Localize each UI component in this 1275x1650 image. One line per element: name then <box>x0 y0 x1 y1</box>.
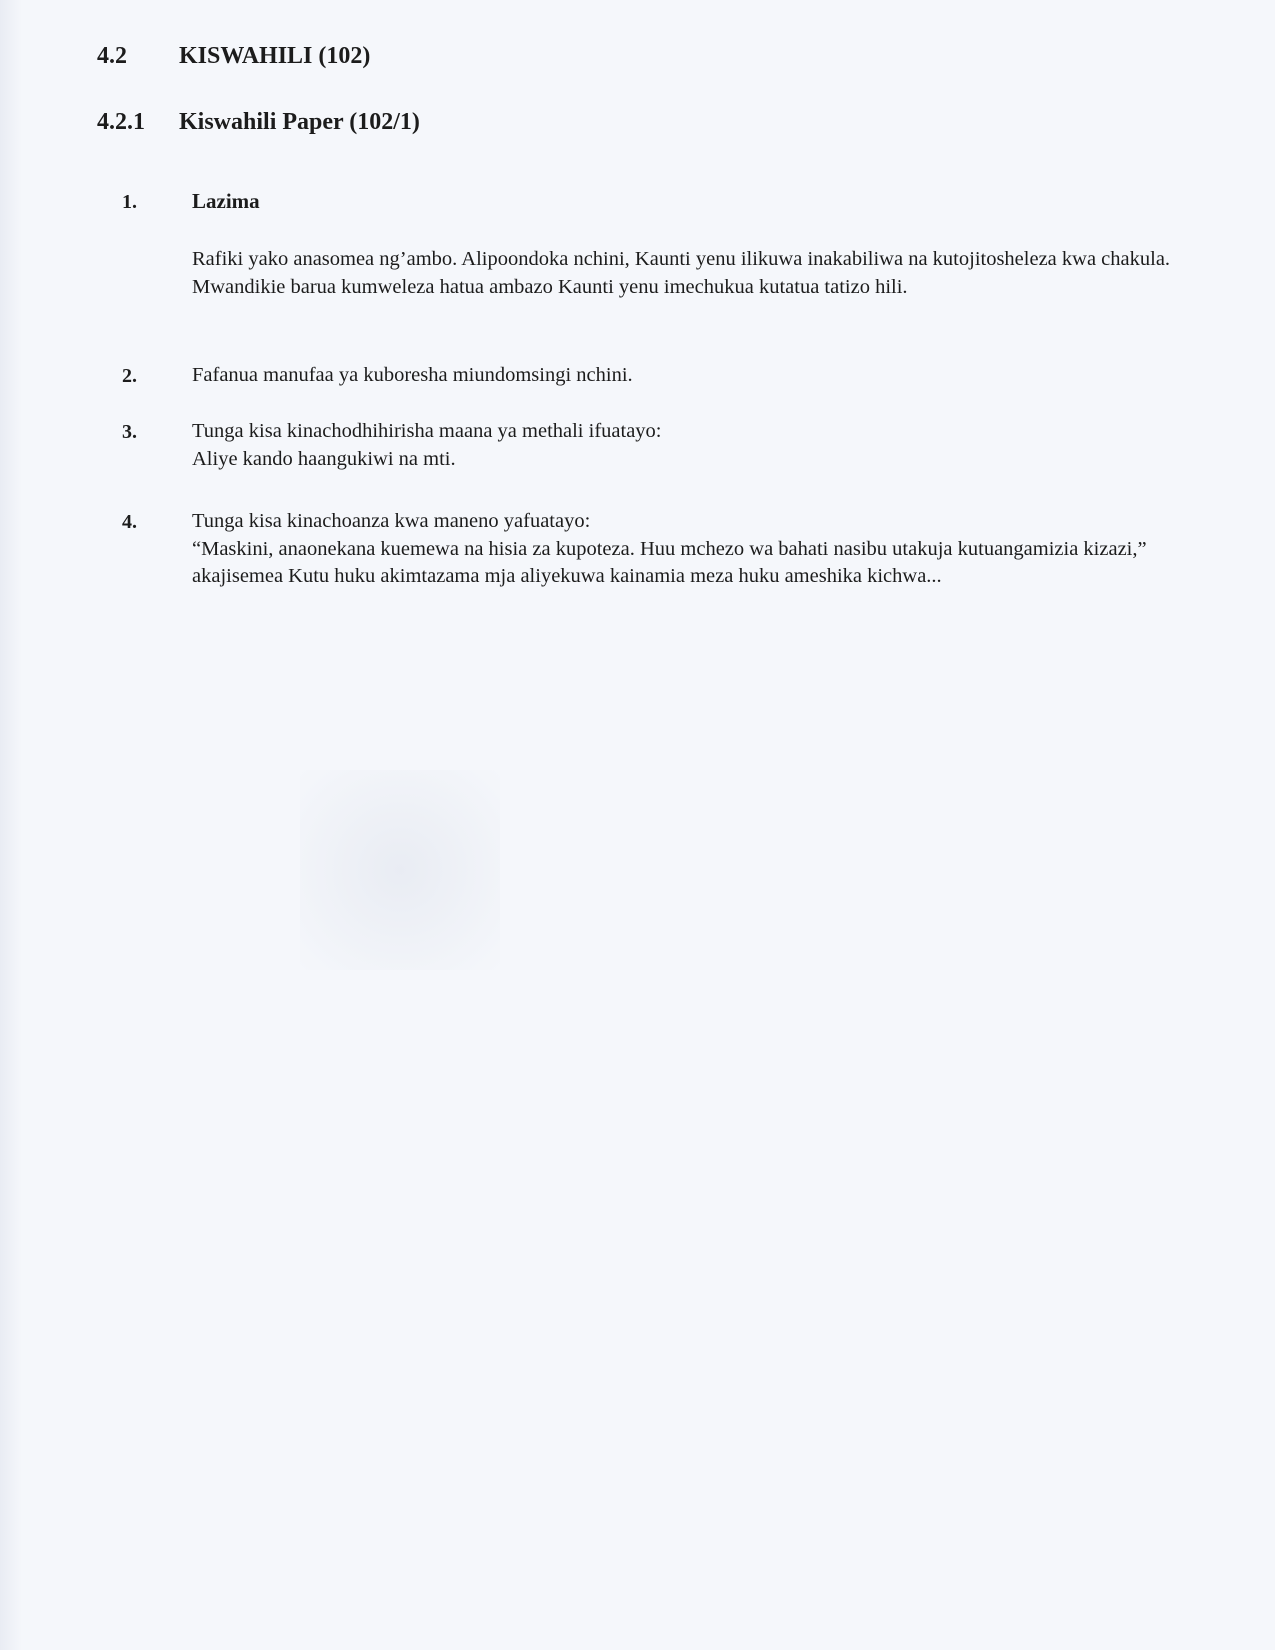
show-through-smudge <box>300 770 500 970</box>
question-line: Tunga kisa kinachoanza kwa maneno yafuatayo: <box>192 510 591 532</box>
question-text <box>192 362 1172 390</box>
question-number: 2. <box>122 365 137 387</box>
subsection-number: 4.2.1 <box>97 109 145 135</box>
question-text <box>192 418 1172 473</box>
question-number: 3. <box>122 421 137 443</box>
question-line: Rafiki yako anasomea ng’ambo. Alipoondoka nchini, Kaunti yenu ilikuwa inakabiliwa na kutojitosheleza kwa chakula. <box>192 248 1171 270</box>
subsection-title: Kiswahili Paper (102/1) <box>179 109 420 135</box>
section-number: 4.2 <box>97 43 127 69</box>
page-edge-shadow <box>0 0 22 1650</box>
section-heading <box>97 42 370 70</box>
section-title: KISWAHILI (102) <box>179 43 371 69</box>
question-line: Tunga kisa kinachodhihirisha maana ya methali ifuatayo: <box>192 420 662 442</box>
question-line: Aliye kando haangukiwi na mti. <box>192 447 456 470</box>
question-number: 1. <box>122 191 137 213</box>
question-line: Fafanua manufaa ya kuboresha miundomsingi nchini. <box>192 364 633 386</box>
subsection-heading <box>97 108 420 136</box>
question-text <box>192 246 1172 301</box>
question-text <box>192 508 1172 591</box>
question-number: 4. <box>122 511 137 533</box>
question-title: Lazima <box>192 189 260 213</box>
question-line: Mwandikie barua kumweleza hatua ambazo Kaunti yenu imechukua kutatua tatizo hili. <box>192 275 908 298</box>
question-line: “Maskini, anaonekana kuemewa na hisia za kupoteza. Huu mchezo wa bahati nasibu utakuja kutuangamizia kizazi,” akajisemea Kutu huku akimtazama mja aliyekuwa kainamia meza huku ameshika kichwa... <box>192 537 1147 587</box>
